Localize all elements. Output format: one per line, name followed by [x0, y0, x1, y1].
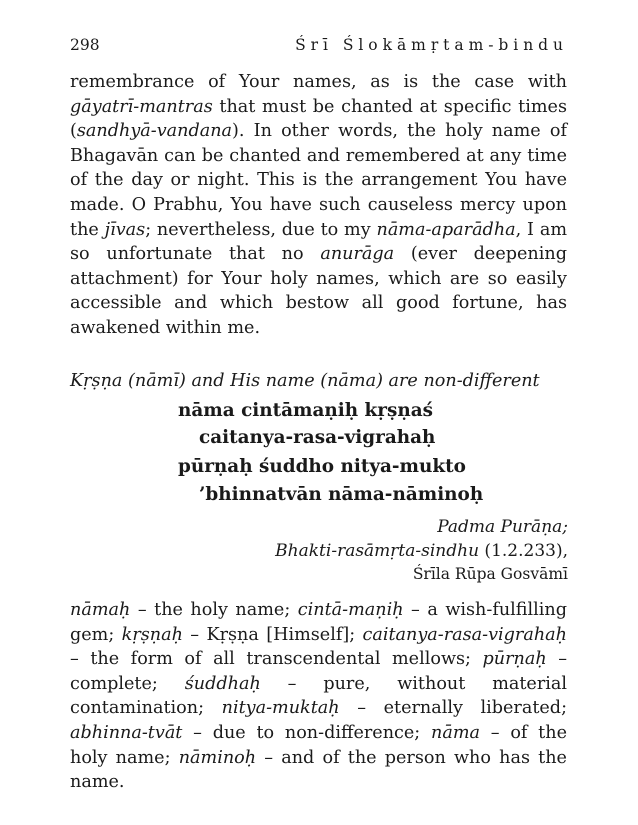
source-title: Bhakti-rasāmṛta-sindhu	[275, 541, 480, 561]
page-header	[70, 36, 568, 58]
text-run: – due to non-difference;	[182, 722, 431, 743]
text-run: – eternally liberated;	[339, 698, 567, 719]
italic-term: gāyatrī-mantras	[70, 96, 213, 117]
source-citation: Padma Purāṇa;	[437, 517, 568, 537]
text-run: – of the holy name;	[70, 722, 567, 768]
section-heading: Kṛṣṇa (nāmī) and His name (nāma) are non-different	[70, 371, 540, 391]
italic-term: śuddhaḥ	[184, 673, 261, 694]
text-run: – pure, without material contamination;	[70, 673, 567, 719]
text-run: – and of the person who has the name.	[70, 747, 567, 793]
italic-term: pūrṇaḥ	[482, 649, 547, 670]
synonyms-paragraph	[70, 598, 567, 795]
italic-term: jīvas	[104, 219, 146, 240]
source-author: Śrīla Rūpa Gosvāmī	[412, 565, 568, 583]
source-citation	[275, 540, 568, 562]
text-run: – the holy name;	[130, 600, 298, 620]
verse-line: caitanya-rasa-vigrahaḥ	[199, 427, 436, 448]
text-run: (ever deepening attachment) for Your holy names, which are so easily accessible and which bestow all good fortune, has awakened within me.	[70, 244, 567, 338]
italic-term: anurāga	[320, 244, 395, 265]
text-run: – the form of all transcendental mellows;	[70, 649, 483, 670]
page-number: 298	[70, 36, 100, 54]
italic-term: nāminoḥ	[178, 747, 257, 768]
text-run: remembrance of Your names, as is the case with	[70, 72, 567, 92]
text-run: – a wish-fulfilling gem;	[70, 600, 567, 645]
text-run: – Kṛṣṇa [Himself];	[182, 624, 363, 645]
text-run: – complete;	[70, 649, 567, 694]
source-reference: (1.2.233),	[479, 541, 568, 561]
verse-line: pūrṇaḥ śuddho nitya-mukto	[178, 456, 466, 477]
italic-term: nāma	[431, 722, 480, 743]
italic-term: cintā-maṇiḥ	[297, 600, 404, 620]
italic-term: nāma-aparādha	[376, 219, 516, 240]
text-run: ; nevertheless, due to my	[145, 219, 377, 240]
italic-term: nitya-muktaḥ	[221, 698, 340, 719]
italic-term: nāmaḥ	[70, 600, 131, 620]
verse-line: nāma cintāmaṇiḥ kṛṣṇaś	[178, 400, 433, 421]
text-run: ). In other words, the holy name of Bhagavān can be chanted and remembered at any time of the day or night. This is the arrangement You have made. O Prabhu, You have such causeless mercy upon the	[70, 121, 567, 240]
text-run: , I am so unfortunate that no	[70, 219, 567, 265]
italic-term: caitanya-rasa-vigrahaḥ	[362, 624, 567, 645]
italic-term: sandhyā-vandana	[76, 121, 233, 142]
running-title: Śrī Ślokāmṛtam-bindu	[295, 36, 568, 54]
verse-line: ’bhinnatvān nāma-nāminoḥ	[199, 484, 484, 505]
text-run: that must be chanted at specific times (	[70, 96, 567, 142]
body-paragraph	[70, 70, 567, 341]
italic-term: kṛṣṇaḥ	[121, 624, 183, 645]
italic-term: abhinna-tvāt	[70, 722, 183, 743]
